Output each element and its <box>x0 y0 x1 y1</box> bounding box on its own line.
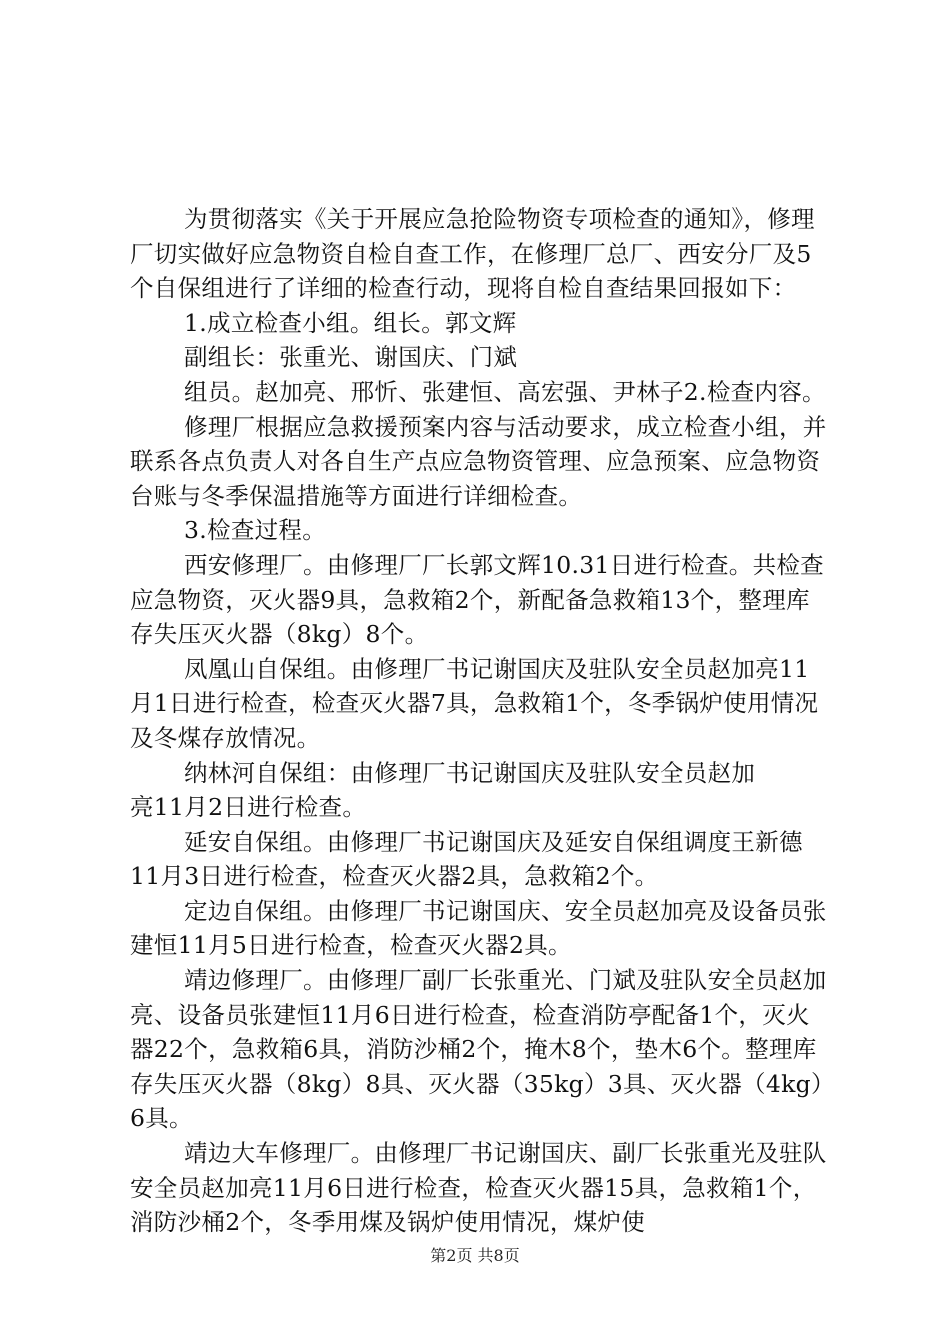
paragraph-check-content: 修理厂根据应急救援预案内容与活动要求，成立检查小组，并联系各点负责人对各自生产点应急物资管理、应急预案、应急物资台账与冬季保温措施等方面进行详细检查。 <box>130 412 827 510</box>
paragraph-nalinhe: 纳林河自保组：由修理厂书记谢国庆及驻队安全员赵加 <box>184 758 756 787</box>
paragraph-jingbian: 靖边修理厂。由修理厂副厂长张重光、门斌及驻队安全员赵加亮、设备员张建恒11月6日进行检查，检查消防亭配备1个，灭火器22个，急救箱6具，消防沙桶2个，掩木8个，垫木6个。整理库存失压灭火器（8kg）8具、灭火器（35kg）3具、灭火器（4kg）6具。 <box>130 966 827 1133</box>
paragraph-fenghuangshan: 凤凰山自保组。由修理厂书记谢国庆及驻队安全员赵加亮11月1日进行检查，检查灭火器7具，急救箱1个，冬季锅炉使用情况及冬煤存放情况。 <box>130 654 819 752</box>
page-footer: 第2页 共8页 <box>430 1246 520 1265</box>
paragraph-section-3-heading: 3.检查过程。 <box>184 516 327 545</box>
paragraph-nalinhe-cont: 亮11月2日进行检查。 <box>130 793 367 822</box>
paragraph-intro: 为贯彻落实《关于开展应急抢险物资专项检查的通知》，修理厂切实做好应急物资自检自查工作，在修理厂总厂、西安分厂及5个自保组进行了详细的检查行动，现将自检自查结果回报如下： <box>130 205 815 303</box>
paragraph-deputy-leaders: 副组长：张重光、谢国庆、门斌 <box>184 343 518 372</box>
paragraph-xian: 西安修理厂。由修理厂厂长郭文辉10.31日进行检查。共检查应急物资，灭火器9具，急救箱2个，新配备急救箱13个，整理库存失压灭火器（8kg）8个。 <box>130 550 824 649</box>
document-body <box>130 202 830 1240</box>
paragraph-yanan: 延安自保组。由修理厂书记谢国庆及延安自保组调度王新德11月3日进行检查，检查灭火器2具，急救箱2个。 <box>130 827 803 891</box>
paragraph-jingbian-truck: 靖边大车修理厂。由修理厂书记谢国庆、副厂长张重光及驻队安全员赵加亮11月6日进行检查，检查灭火器15具，急救箱1个，消防沙桶2个，冬季用煤及锅炉使用情况，煤炉使 <box>130 1139 827 1237</box>
paragraph-section-1-heading: 1.成立检查小组。组长。郭文辉 <box>184 308 517 337</box>
paragraph-members: 组员。赵加亮、邢忻、张建恒、高宏强、尹林子2.检查内容。 <box>184 377 826 406</box>
paragraph-dingbian: 定边自保组。由修理厂书记谢国庆、安全员赵加亮及设备员张建恒11月5日进行检查，检查灭火器2具。 <box>130 896 827 960</box>
